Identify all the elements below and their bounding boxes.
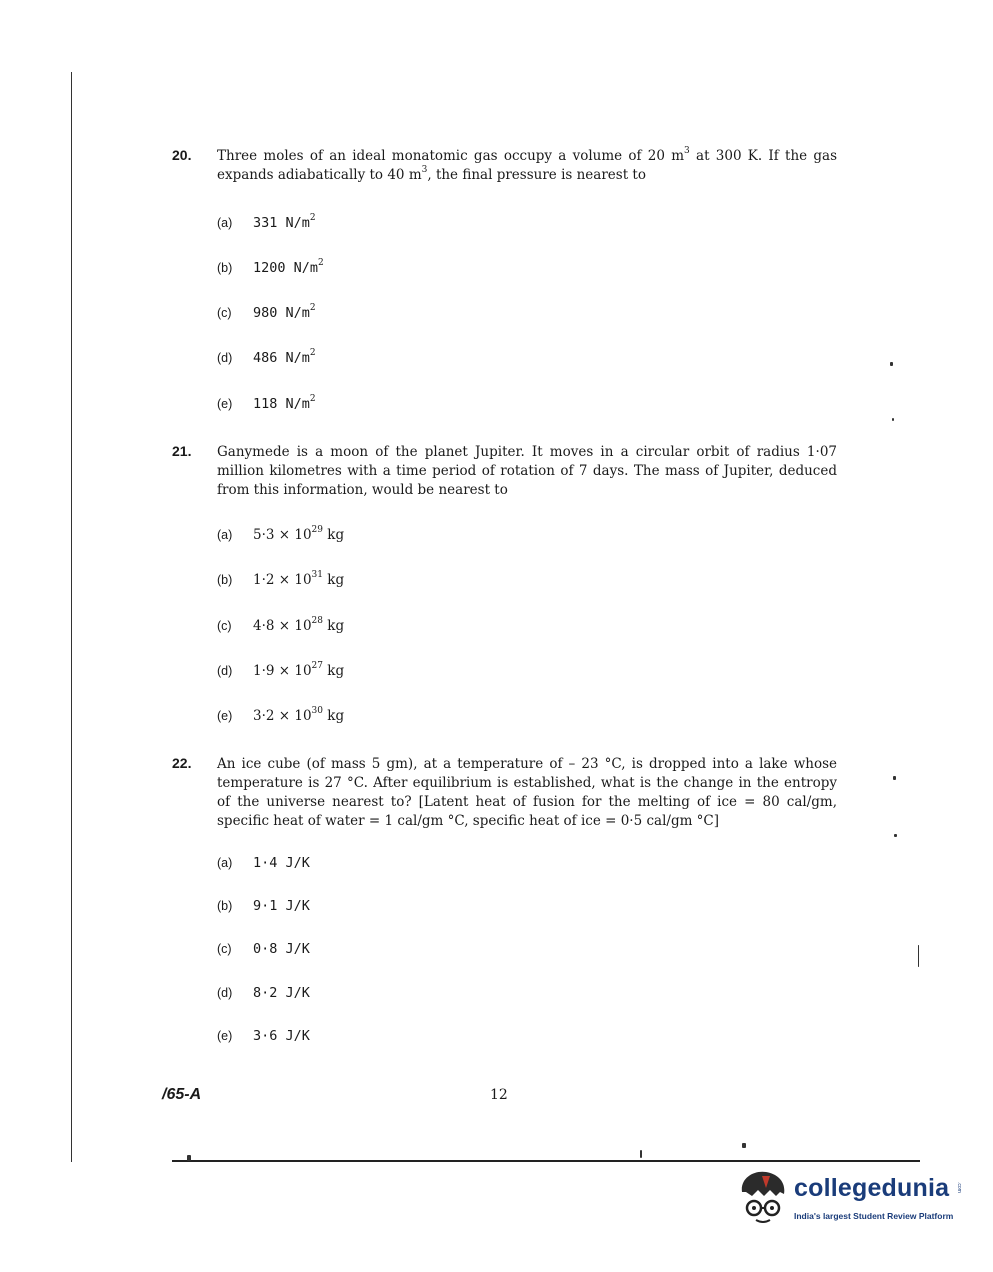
collegedunia-watermark [736, 1168, 966, 1230]
left-margin-line [71, 72, 72, 1162]
scan-speck [918, 945, 919, 967]
page-number: 12 [490, 1087, 508, 1103]
bottom-rule [172, 1160, 920, 1162]
brand-name: collegedunia [794, 1174, 950, 1202]
question-number: 20. [172, 147, 192, 163]
option-d: (d) 8·2 J/K [217, 985, 310, 1001]
scan-speck [890, 362, 893, 366]
option-e: (e) 118 $N/m^2$ [217, 394, 316, 412]
option-d: (d) 486 $N/m^2$ [217, 348, 316, 366]
question-text: An ice cube (of mass 5 gm), at a temperature of – 23 °C, is dropped into a lake whose temperature is 27 °C. After equilibrium is established, what is the change in the entropy of the universe nearest to? [Latent heat of fusion for the melting of ice = 80 cal/gm, specific heat of water = 1 cal/gm °C, specific heat of ice = 0·5 cal/gm °C] [217, 756, 837, 829]
option-d: (d) $1\cdot 9 \times 10^{27}$ kg [217, 661, 345, 679]
option-c: (c) $4\cdot 8 \times 10^{28}$ kg [217, 616, 345, 634]
option-c: (c) 0·8 J/K [217, 941, 310, 957]
scan-speck [892, 418, 894, 421]
option-e: (e) $3\cdot 2 \times 10^{30}$ kg [217, 706, 345, 724]
brand-suffix: .com [956, 1182, 962, 1193]
scan-speck [742, 1143, 746, 1148]
option-a: (a) 1·4 J/K [217, 855, 310, 871]
scan-speck [894, 834, 897, 837]
option-b: (b) 9·1 J/K [217, 898, 310, 914]
question-text: Ganymede is a moon of the planet Jupiter. It moves in a circular orbit of radius 1·07 million kilometres with a time period of rotation of 7 days. The mass of Jupiter, deduced from this information, would be nearest to [217, 444, 837, 498]
scan-speck [640, 1150, 642, 1158]
question-number: 21. [172, 443, 192, 459]
option-a: (a) $5\cdot 3 \times 10^{29}$ kg [217, 525, 345, 543]
scan-speck [893, 776, 896, 780]
mascot-icon [736, 1168, 792, 1228]
brand-tagline: India's largest Student Review Platform [794, 1211, 954, 1221]
option-c: (c) 980 $N/m^2$ [217, 303, 316, 321]
scan-speck [187, 1155, 191, 1161]
option-a: (a) 331 $N/m^2$ [217, 213, 316, 231]
paper-code: /65-A [162, 1086, 202, 1103]
option-b: (b) 1200 $N/m^2$ [217, 258, 324, 276]
question-text: Three moles of an ideal monatomic gas occupy a volume of 20 $m^3$ at 300 K. If the gas expands adiabatically to 40 $m^3$, the final pressure is nearest to [217, 146, 838, 183]
option-e: (e) 3·6 J/K [217, 1028, 310, 1044]
option-b: (b) $1\cdot 2 \times 10^{31}$ kg [217, 570, 345, 588]
question-number: 22. [172, 755, 192, 771]
